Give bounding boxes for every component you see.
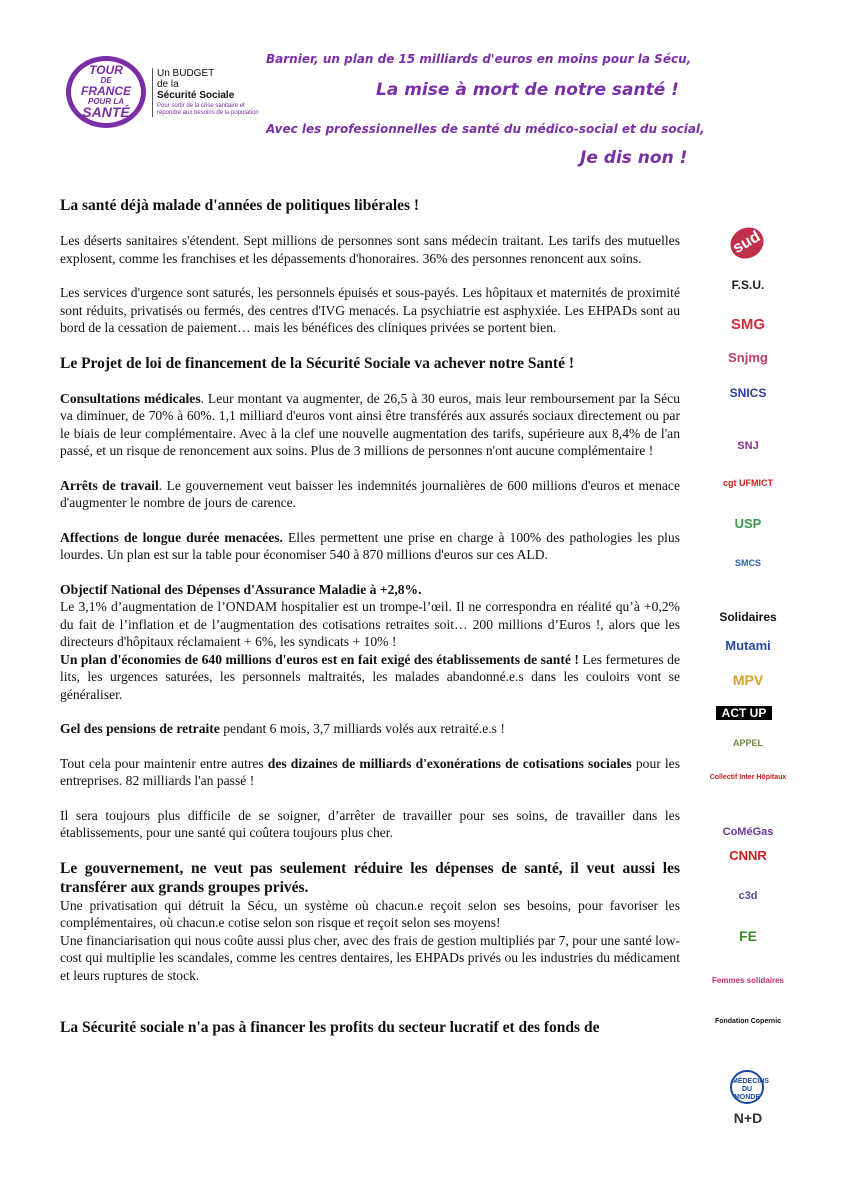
logo-side-line1: Un BUDGET [157,68,215,79]
bold-ondam: Objectif National des Dépenses d'Assurance Maladie à +2,8%. [60,581,422,597]
org-logo-snics: SNICS [729,386,767,400]
paragraph-privatisation: Une privatisation qui détruit la Sécu, un système où chacun.e reçoit selon ses besoins, pour favoriser les complémentaires, où chacun.e cotise selon son risque et reçoit selon ses moyens! [60,897,680,930]
org-logo-smg: SMG [730,316,766,333]
paragraph-ondam: Le 3,1% d’augmentation de l’ONDAM hospitalier est un trompe-l’œil. Il ne correspondra en réalité qu’à +0,2% du fait de l’inflation et de l’augmentation des cotisations retraites soit… 200 millions d’Euros !, alors que les directeurs d'hôpitaux réclamaient + 6%, les syndicats + 10% ! [60,599,680,649]
org-logo-collectif: Collectif Inter Hôpitaux [709,774,787,781]
paragraph-economies [60,651,680,704]
slogan-line-1: Barnier, un plan de 15 milliards d'euros en moins pour la Sécu, [266,52,692,66]
org-logo-fe: FE [739,928,757,944]
paragraph-deserts: Les déserts sanitaires s'étendent. Sept millions de personnes sont sans médecin traitant. Les tarifs des mutuelles explosent, comme les franchises et les dépassements d'honoraires. 36% des personnes renoncent aux soins. [60,233,680,266]
org-logo-fsu: F.S.U. [731,278,765,292]
logo-text-tour: TOUR [89,63,123,77]
logo-side-line4: Pour sortir de la crise sanitaire et répondre aux besoins de la population [157,103,259,116]
main-text [60,196,680,1037]
org-logo-npd: N+D [733,1110,763,1126]
paragraph-pensions [60,720,680,738]
text-economies: Les fermetures de lits, les urgences saturées, les personnels maltraités, les malades abandonné.e.s dans les couloirs vont se généraliser. [60,651,680,702]
heading-plfss: Le Projet de loi de financement de la Sécurité Sociale va achever notre Santé ! [60,354,574,372]
logo-side-line3: Sécurité Sociale [157,90,235,101]
org-logo-smcs: SMCS [734,558,761,568]
text-consultations: . Leur montant va augmenter, de 26,5 à 30 euros, mais leur remboursement par la Sécu va diminuer, de 70% à 60%. 1,1 milliard d'euros vont ainsi être transférés aux assurés sociaux directement ou par le biais de leur complémentaire. Avec à la clef une nouvelle augmentation des tarifs, supérieure aux 8,4% de l'an passé, et un risque de renoncement aux soins. Plus de 3 millions de personnes n'ont aucune complémentaire ! [60,390,681,458]
org-logo-com-gas: CoMéGas [722,826,774,838]
paragraph-ald [60,529,680,564]
org-logo-mutami: Mutami [725,638,771,653]
heading-sante-malade: La santé déjà malade d'années de politiques libérales ! [60,197,420,214]
bold-consultations: Consultations médicales [60,390,201,406]
logo-text-de: DE [100,76,112,85]
logo-text-sante: SANTÉ [82,104,130,120]
org-logo-cgt-ufmict: cgt UFMICT [723,478,773,488]
logo-text-france: FRANCE [81,84,131,98]
org-logo-act-up: ACT UP [716,706,772,720]
bold-pensions: Gel des pensions de retraite [60,721,220,736]
org-logo-fondation: Fondation Copernic [714,1018,782,1025]
bold-ald: Affections de longue durée menacées. [60,529,283,545]
paragraph-exonerations [60,755,680,790]
heading-gouvernement: Le gouvernement, ne veut pas seulement réduire les dépenses de santé, il veut aussi les transférer aux grands groupes privés. [60,859,680,896]
paragraph-consultations [60,390,680,460]
slogan-line-2: La mise à mort de notre santé ! [376,80,679,100]
bold-arrets: Arrêts de travail [60,477,159,493]
org-logo-appel: APPEL [732,738,763,748]
org-logo-femmes: Femmes solidaires [711,976,785,985]
org-logo-snjmg: Snjmg [728,350,768,365]
org-logo-cnnr: CNNR [729,848,767,863]
org-logo-solidaires: Solidaires [719,610,777,624]
org-logo-c3d: c3d [738,890,758,902]
logo-side-line2: de la [157,79,179,90]
heading-securite-sociale: La Sécurité sociale n'a pas à financer les profits du secteur lucratif et des fonds de [60,1019,600,1036]
slogan-line-4: Je dis non ! [580,148,688,168]
org-logo-mpv: MPV [732,672,764,688]
bold-exonerations: des dizaines de milliards d'exonérations de cotisations sociales [267,755,632,771]
text-pensions: pendant 6 mois, 3,7 milliards volés aux retraité.e.s ! [219,721,505,736]
org-logo-usp: USP [734,516,762,531]
org-logo-sud: sud [725,222,769,265]
paragraph-arrets [60,477,680,512]
paragraph-urgences: Les services d'urgence sont saturés, les personnels épuisés et sous-payés. Les hôpitaux et maternités de proximité sont réduits, privatisés ou fermés, des centres d'IVG menacés. La psychiatrie est asphyxiée. Les EHPADs sont au bord de la cessation de paiement… mais les bénéfices des cliniques privées se portent bien. [60,285,680,335]
logo-ring-text [66,64,146,119]
logo-text-pour-la: POUR LA [88,97,124,106]
text-ald: Elles permettent une prise en charge à 100% des pathologies les plus lourdes. Un plan est sur la table pour économiser 540 à 870 millions d'euros sur ces ALD. [60,529,681,562]
logo-side-text [152,68,267,117]
text-exonerations-a: Tout cela pour maintenir entre autres [60,755,268,771]
text-exonerations-b: pour les entreprises. 82 milliards l'an passé ! [60,755,680,788]
org-logo-snjmg-2: SNJ [737,440,759,452]
paragraph-ondam-title [60,581,680,599]
paragraph-soigner: Il sera toujours plus difficile de se soigner, d’arrêter de travailler pour ses soins, de travailler dans les établissements, pour une santé qui coûtera toujours plus cher. [60,807,680,840]
slogan-line-3: Avec les professionnelles de santé du médico-social et du social, [266,122,705,136]
tour-de-france-sante-logo [66,54,259,134]
bold-economies: Un plan d'économies de 640 millions d'euros est en fait exigé des établissements de santé ! [60,651,579,667]
paragraph-financiarisation: Une financiarisation qui nous coûte aussi plus cher, avec des frais de gestion multipliés par 7, pour une santé low-cost qui multiplie les scandales, comme les centres dentaires, les EHPADs privés ou les industries du médicament et leurs ruptures de stock. [60,932,680,983]
text-arrets: . Le gouvernement veut baisser les indemnités journalières de 600 millions d'euros et menace d'augmenter le nombre de jours de carence. [60,477,680,510]
org-logo-m-decins-du-monde: MÉDECINS DU MONDE [730,1070,764,1104]
